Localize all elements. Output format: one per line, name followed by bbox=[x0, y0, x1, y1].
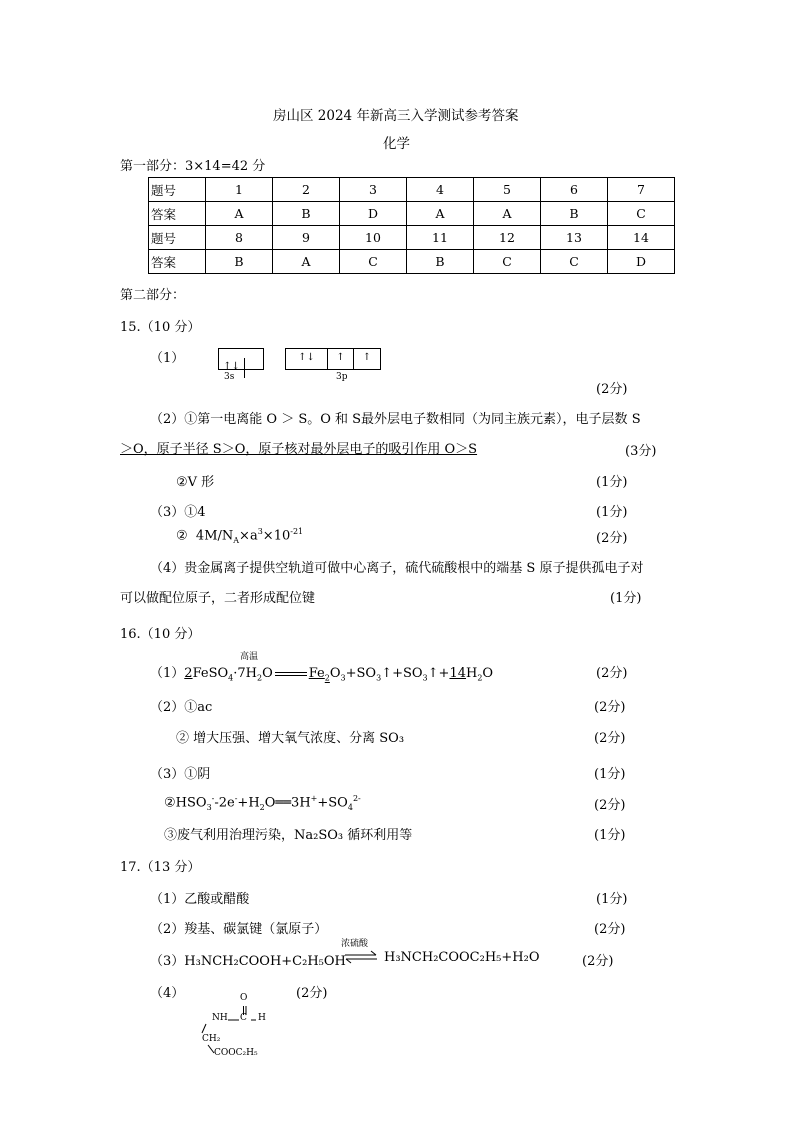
q15-p3b-score: (2分) bbox=[596, 531, 628, 546]
q16-p3b-equation: $②HSO_3^--2e^-+H_2O══3H^++SO_4^{2-}$ bbox=[164, 794, 361, 812]
table-cell: 4 bbox=[407, 178, 474, 202]
row-label: 题号 bbox=[149, 226, 206, 250]
orbital-3p-1: ↑↓ bbox=[286, 349, 328, 369]
struct-o: O bbox=[240, 993, 248, 1003]
table-cell: 8 bbox=[206, 226, 273, 250]
table-cell: 12 bbox=[474, 226, 541, 250]
table-cell: C bbox=[541, 250, 608, 274]
answer-table bbox=[148, 177, 675, 274]
q15-heading: 15.（10 分） bbox=[120, 320, 201, 335]
table-cell: 3 bbox=[340, 178, 407, 202]
q15-p3a: （3）①4 bbox=[150, 505, 206, 520]
table-cell: 13 bbox=[541, 226, 608, 250]
answer-table-row bbox=[149, 202, 675, 226]
q17-p3-right: H₃NCH₂COOC₂H₅+H₂O bbox=[384, 950, 540, 965]
q16-p1-equation: $(1)2FeSO_4\cdot 7H_2O$ $Fe_2O_3+SO_3↑+SO_3↑+14H_2O$ bbox=[150, 666, 494, 683]
table-cell: B bbox=[407, 250, 474, 274]
table-cell: A bbox=[407, 202, 474, 226]
table-cell: 11 bbox=[407, 226, 474, 250]
orbital-3p-2: ↑ bbox=[328, 349, 354, 369]
q17-p3-left: （3）H₃NCH₂COOH+C₂H₅OH bbox=[150, 954, 346, 969]
answer-table-row bbox=[149, 226, 675, 250]
q17-p4-score: (2分) bbox=[296, 986, 328, 1001]
q16-p2b: ② 增大压强、增大氧气浓度、分离 SO₃ bbox=[176, 731, 405, 746]
q17-p3-score: (2分) bbox=[582, 954, 614, 969]
table-cell: B bbox=[273, 202, 340, 226]
subject-title: 化学 bbox=[383, 136, 410, 152]
q15-p2-line1: （2）①第一电离能 O ＞ S。O 和 S最外层电子数相同（为同主族元素），电子层数 S bbox=[150, 412, 641, 427]
q15-p4-line2: 可以做配位原子，二者形成配位键 bbox=[120, 591, 316, 606]
table-cell: 14 bbox=[608, 226, 675, 250]
q16-p2b-score: (2分) bbox=[594, 731, 626, 746]
table-cell: A bbox=[474, 202, 541, 226]
table-cell: A bbox=[273, 250, 340, 274]
orbital-3s: ↑↓ bbox=[219, 358, 245, 378]
q17-p1: （1）乙酸或醋酸 bbox=[150, 892, 250, 907]
q15-p1-score: (2分) bbox=[596, 382, 628, 397]
row-label: 答案 bbox=[149, 250, 206, 274]
page-title: 房山区 2024 年新高三入学测试参考答案 bbox=[273, 108, 519, 124]
struct-c: C bbox=[240, 1013, 247, 1023]
struct-h: H bbox=[258, 1013, 266, 1023]
label-3s: 3s bbox=[224, 372, 235, 382]
table-cell: 6 bbox=[541, 178, 608, 202]
q15-p2-score: (3分) bbox=[625, 444, 657, 459]
q15-p1-label: （1） bbox=[150, 351, 185, 366]
q16-p1-score: (2分) bbox=[596, 666, 628, 681]
q16-p3c-score: (1分) bbox=[594, 828, 626, 843]
q16-p3a-score: (1分) bbox=[594, 767, 626, 782]
table-cell: A bbox=[206, 202, 273, 226]
table-cell: 1 bbox=[206, 178, 273, 202]
label-3p: 3p bbox=[336, 372, 348, 382]
q15-p4-line1: （4）贵金属离子提供空轨道可做中心离子，硫代硫酸根中的端基 S 原子提供孤电子对 bbox=[150, 561, 644, 576]
row-label: 题号 bbox=[149, 178, 206, 202]
q17-p3-condition: 浓硫酸 bbox=[341, 939, 369, 949]
q15-p2-line2: ＞O，原子半径 S＞O，原子核对最外层电子的吸引作用 O＞S bbox=[120, 442, 478, 457]
q15-p3b-formula: ② $4M/N_A\times a^3\times 10^{-21}$ bbox=[176, 527, 304, 545]
q17-p1-score: (1分) bbox=[596, 892, 628, 907]
table-cell: 9 bbox=[273, 226, 340, 250]
q17-p2-score: (2分) bbox=[594, 922, 626, 937]
table-cell: C bbox=[340, 250, 407, 274]
q17-heading: 17.（13 分） bbox=[120, 860, 201, 875]
q16-p2a: （2）①ac bbox=[150, 700, 213, 715]
struct-nh: NH bbox=[212, 1013, 228, 1023]
table-cell: B bbox=[541, 202, 608, 226]
table-cell: 5 bbox=[474, 178, 541, 202]
q16-p1-condition: 高温 bbox=[240, 652, 259, 662]
q15-p2b: ②V 形 bbox=[176, 475, 215, 490]
orbital-3s-box bbox=[218, 348, 264, 370]
table-cell: 7 bbox=[608, 178, 675, 202]
orbital-3p-box bbox=[285, 348, 381, 370]
q16-p2a-score: (2分) bbox=[594, 700, 626, 715]
table-cell: D bbox=[608, 250, 675, 274]
q16-p3b-score: (2分) bbox=[594, 798, 626, 813]
row-label: 答案 bbox=[149, 202, 206, 226]
struct-ch2: CH₂ bbox=[202, 1034, 221, 1044]
struct-ester: COOC₂H₅ bbox=[214, 1048, 258, 1058]
q17-p2: （2）羧基、碳氯键（氯原子） bbox=[150, 922, 328, 937]
part1-heading: 第一部分：3×14=42 分 bbox=[120, 159, 266, 174]
q16-p3a: （3）①阴 bbox=[150, 767, 211, 782]
q15-p4-score: (1分) bbox=[610, 591, 642, 606]
table-cell: C bbox=[474, 250, 541, 274]
q15-p2b-score: (1分) bbox=[596, 475, 628, 490]
q17-p4: （4） bbox=[150, 986, 185, 1001]
q16-p3c: ③废气利用治理污染，Na₂SO₃ 循环利用等 bbox=[164, 828, 413, 843]
table-cell: D bbox=[340, 202, 407, 226]
table-cell: 10 bbox=[340, 226, 407, 250]
table-cell: C bbox=[608, 202, 675, 226]
orbital-3p-3: ↑ bbox=[362, 352, 372, 363]
table-cell: 2 bbox=[273, 178, 340, 202]
answer-table-row bbox=[149, 178, 675, 202]
part2-heading: 第二部分： bbox=[120, 288, 186, 303]
q16-heading: 16.（10 分） bbox=[120, 627, 201, 642]
q15-p3a-score: (1分) bbox=[596, 505, 628, 520]
answer-table-row bbox=[149, 250, 675, 274]
table-cell: B bbox=[206, 250, 273, 274]
equilibrium-arrow-icon bbox=[343, 950, 379, 964]
